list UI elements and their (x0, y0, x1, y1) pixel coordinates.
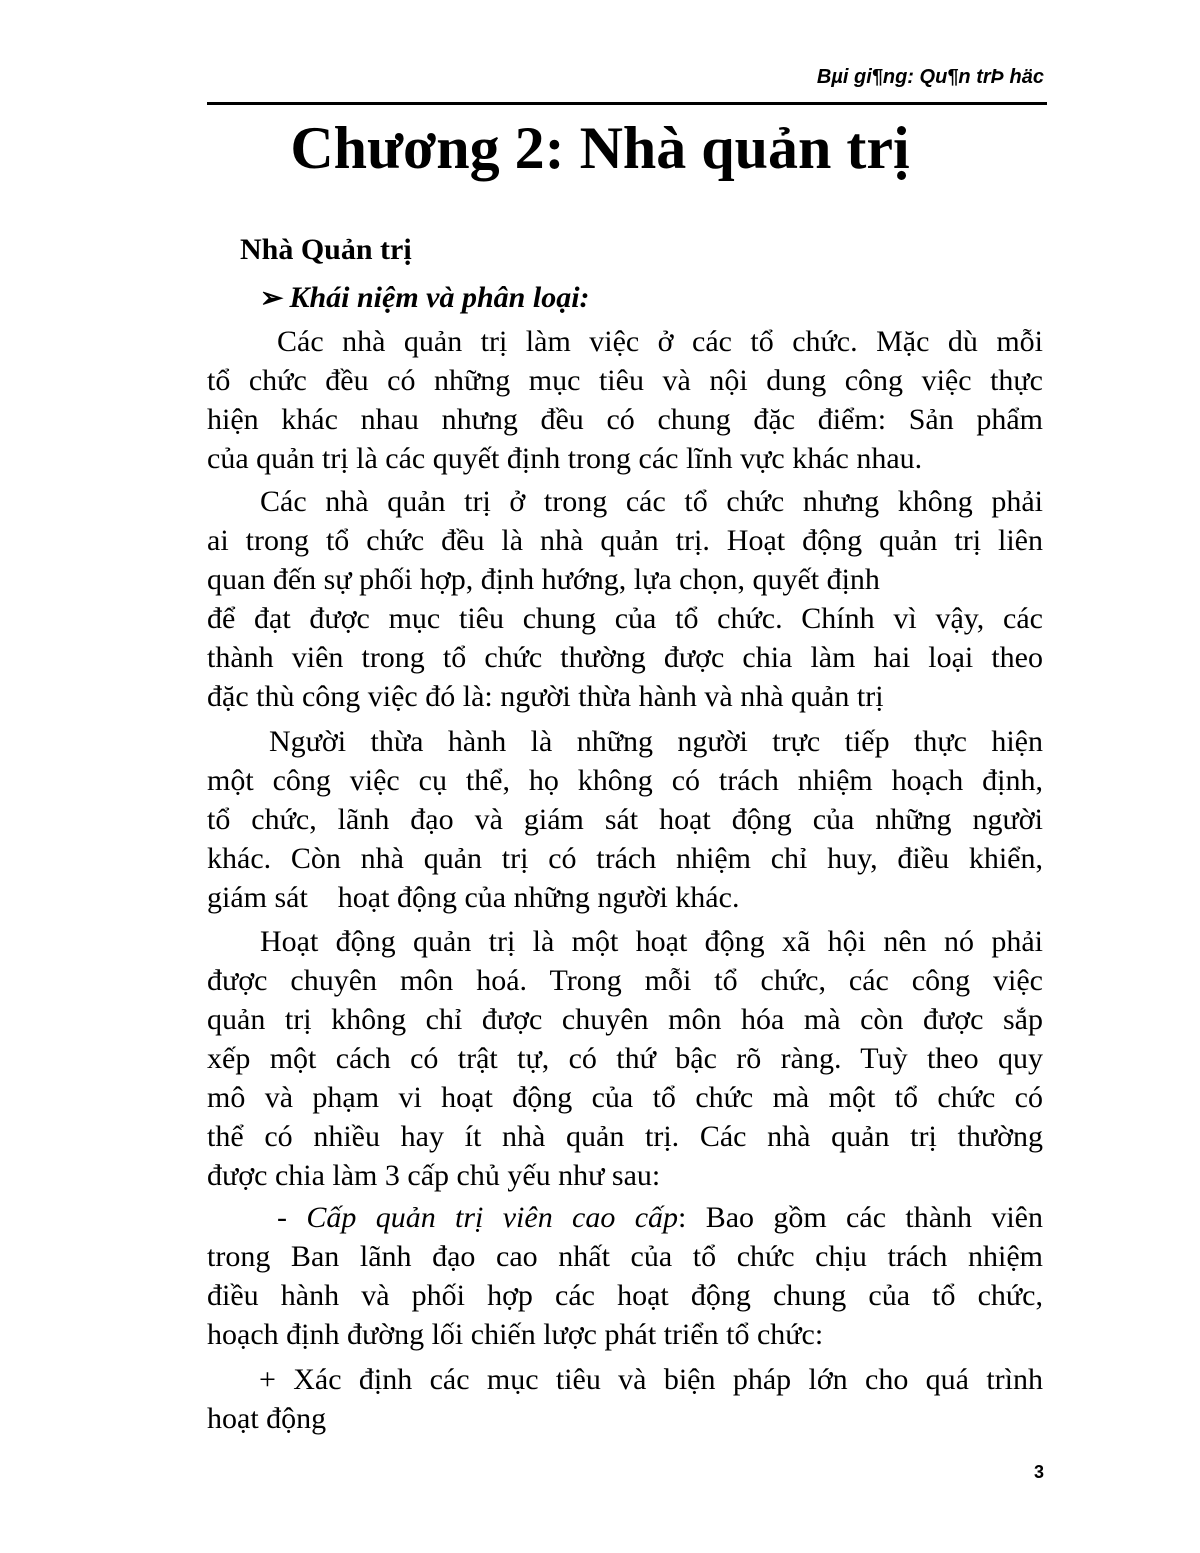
paragraph-line: + Xác định các mục tiêu và biện pháp lớn cho quá trình (259, 1363, 1043, 1396)
paragraph-line: Hoạt động quản trị là một hoạt động xã hội nên nó phải (260, 925, 1043, 958)
paragraph-line: để đạt được mục tiêu chung của tổ chức. Chính vì vậy, các (207, 602, 1043, 635)
arrow-bullet-icon: ➢ (260, 283, 284, 314)
paragraph-line: Người thừa hành là những người trực tiếp thực hiện (269, 725, 1043, 758)
paragraph-line: quản trị không chỉ được chuyên môn hóa mà còn được sắp (207, 1003, 1043, 1036)
paragraph-line: hoạt động (207, 1402, 327, 1435)
sub-heading-text: Khái niệm và phân loại: (289, 281, 590, 314)
paragraph-3 (207, 722, 1043, 917)
running-header: Bµi gi¶ng: Qu¶n trÞ häc (816, 66, 1044, 88)
page-number: 3 (1033, 1462, 1044, 1482)
paragraph-line: mô và phạm vi hoạt động của tổ chức mà một tổ chức có (207, 1081, 1043, 1114)
paragraph-line: đặc thù công việc đó là: người thừa hành và nhà quản trị (207, 680, 884, 713)
paragraph-line: ai trong tổ chức đều là nhà quản trị. Hoạt động quản trị liên (207, 524, 1043, 557)
paragraph-line: giám sát hoạt động của những người khác. (207, 881, 740, 914)
paragraph-line: tổ chức đều có những mục tiêu và nội dung công việc thực (207, 364, 1043, 397)
paragraph-6 (207, 1360, 1043, 1438)
paragraph-line: Các nhà quản trị ở trong các tổ chức nhưng không phải (260, 485, 1043, 518)
paragraph-line: trong Ban lãnh đạo cao nhất của tổ chức chịu trách nhiệm (207, 1240, 1043, 1273)
paragraph-line: thể có nhiều hay ít nhà quản trị. Các nhà quản trị thường (207, 1120, 1043, 1153)
term-top-managers: Cấp quản trị viên cao cấp (306, 1201, 679, 1234)
paragraph-4 (207, 922, 1043, 1195)
paragraph-line: quan đến sự phối hợp, định hướng, lựa chọn, quyết định (207, 563, 880, 596)
paragraph-line: được chia làm 3 cấp chủ yếu như sau: (207, 1159, 661, 1192)
paragraph-line: hoạch định đường lối chiến lược phát triển tổ chức: (207, 1318, 824, 1351)
paragraph-line: của quản trị là các quyết định trong các lĩnh vực khác nhau. (207, 442, 923, 475)
header-rule (207, 102, 1047, 105)
dash-marker: - (277, 1201, 307, 1234)
paragraph-line: điều hành và phối hợp các hoạt động chung của tổ chức, (207, 1279, 1043, 1312)
paragraph-line (207, 1198, 1043, 1237)
paragraph-2 (207, 482, 1043, 716)
paragraph-line: hiện khác nhau nhưng đều có chung đặc điểm: Sản phẩm (207, 403, 1043, 436)
chapter-title: Chương 2: Nhà quản trị (290, 115, 910, 181)
paragraph-line: được chuyên môn hoá. Trong mỗi tổ chức, các công việc (207, 964, 1043, 997)
paragraph-line: Các nhà quản trị làm việc ở các tổ chức. Mặc dù mỗi (277, 325, 1043, 358)
term-definition: : Bao gồm các thành viên (678, 1201, 1043, 1234)
paragraph-1 (207, 322, 1043, 478)
paragraph-line: xếp một cách có trật tự, có thứ bậc rõ ràng. Tuỳ theo quy (207, 1042, 1043, 1075)
paragraph-5 (207, 1198, 1043, 1354)
paragraph-line: khác. Còn nhà quản trị có trách nhiệm chỉ huy, điều khiển, (207, 842, 1043, 875)
section-heading: Nhà Quản trị (240, 233, 412, 266)
paragraph-line: tổ chức, lãnh đạo và giám sát hoạt động của những người (207, 803, 1043, 836)
sub-heading (260, 278, 590, 319)
paragraph-line: thành viên trong tổ chức thường được chia làm hai loại theo (207, 641, 1043, 674)
paragraph-line: một công việc cụ thể, họ không có trách nhiệm hoạch định, (207, 764, 1043, 797)
